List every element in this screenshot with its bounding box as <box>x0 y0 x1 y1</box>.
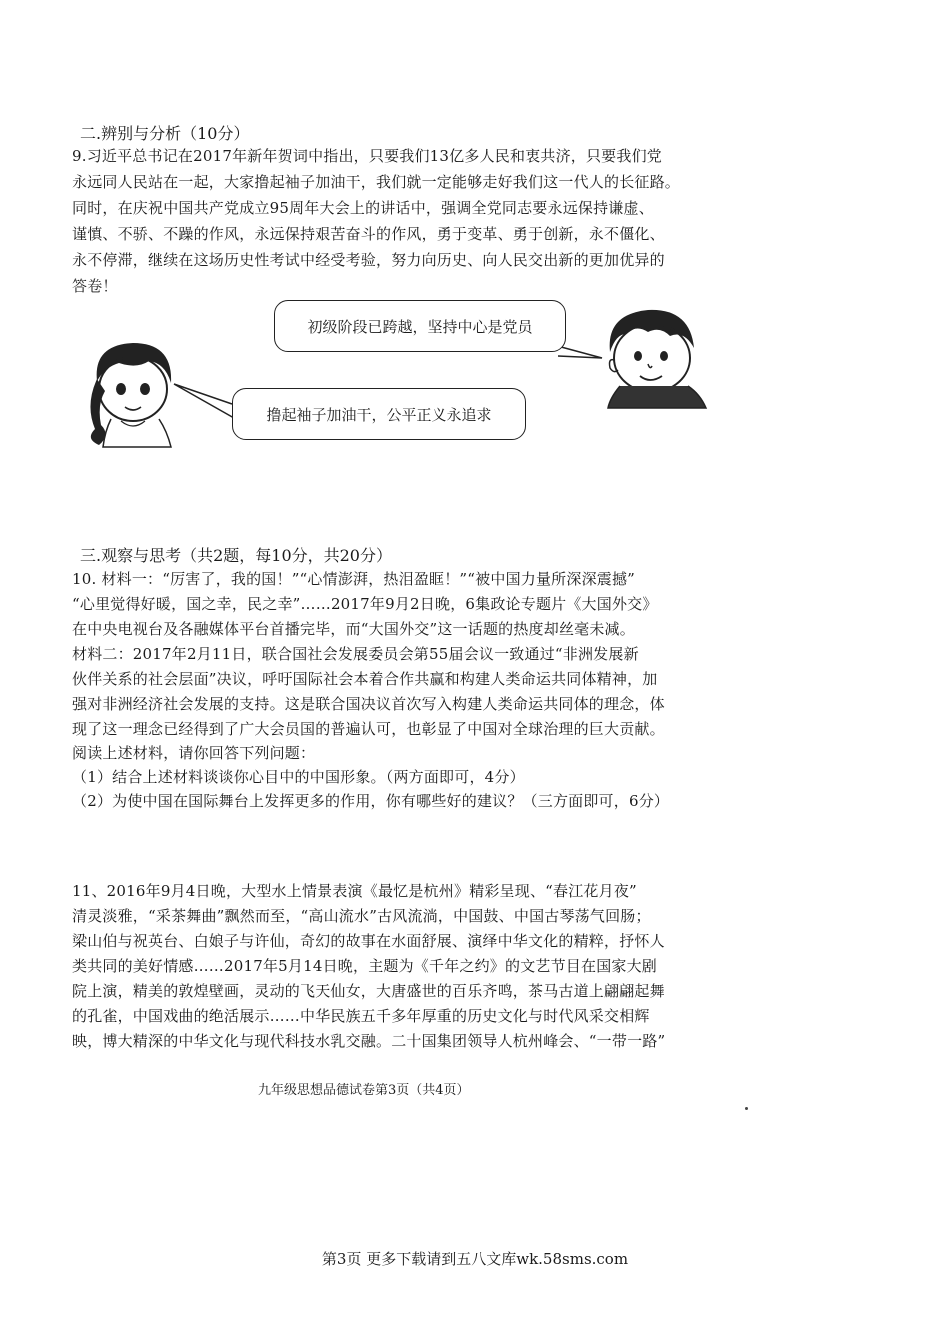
q9-line: 答卷！ <box>72 277 118 295</box>
scan-speck <box>745 1107 748 1110</box>
section-2-heading: 二.辨别与分析（10分） <box>80 124 250 143</box>
q11-line: 院上演，精美的敦煌壁画，灵动的飞天仙女，大唐盛世的百乐齐鸣，茶马古道上翩翩起舞 <box>72 982 665 1000</box>
q10-line: 在中央电视台及各融媒体平台首播完毕，而“大国外交”这一话题的热度却丝毫未减。 <box>72 620 635 638</box>
speech-text-girl: 撸起袖子加油干，公平正义永追求 <box>266 405 492 424</box>
site-footer: 第3页 更多下载请到五八文库wk.58sms.com <box>321 1250 629 1268</box>
q10-line: “心里觉得好暖，国之幸，民之幸”……2017年9月2日晚，6集政论专题片《大国外交》 <box>72 595 658 613</box>
q11-line: 的孔雀，中国戏曲的绝活展示……中华民族五千多年厚重的历史文化与时代风采交相辉 <box>72 1007 650 1025</box>
q10-line: 强对非洲经济社会发展的支持。这是联合国决议首次写入构建人类命运共同体的理念，体 <box>72 695 665 713</box>
q11-line: 梁山伯与祝英台、白娘子与许仙，奇幻的故事在水面舒展、演绎中华文化的精粹，抒怀人 <box>72 932 665 950</box>
q10-line: 10. 材料一：“厉害了，我的国！”“心情澎湃，热泪盈眶！”“被中国力量所深深震撼” <box>72 570 636 588</box>
q11-line: 11、2016年9月4日晚，大型水上情景表演《最忆是杭州》精彩呈现、“春江花月夜” <box>72 882 637 900</box>
q10-subquestion-1: （1）结合上述材料谈谈你心目中的中国形象。（两方面即可，4分） <box>72 768 525 786</box>
q9-line: 永远同人民站在一起，大家撸起袖子加油干，我们就一定能够走好我们这一代人的长征路。 <box>72 173 681 191</box>
speech-bubble-boy <box>274 300 566 352</box>
q9-line: 永不停滞，继续在这场历史性考试中经受考验，努力向历史、向人民交出新的更加优异的 <box>72 251 665 269</box>
q10-subquestion-2: （2）为使中国在国际舞台上发挥更多的作用，你有哪些好的建议？（三方面即可，6分） <box>72 792 670 810</box>
section-3-heading: 三.观察与思考（共2题，每10分，共20分） <box>80 546 392 565</box>
speech-text-boy: 初级阶段已跨越，坚持中心是党员 <box>307 317 533 336</box>
q9-line: 谨慎、不骄、不躁的作风，永远保持艰苦奋斗的作风，勇于变革、勇于创新，永不僵化、 <box>72 225 665 243</box>
q11-line: 类共同的美好情感……2017年5月14日晚，主题为《千年之约》的文艺节目在国家大剧 <box>72 957 658 975</box>
q11-line: 清灵淡雅，“采茶舞曲”飘然而至，“高山流水”古风流淌，中国鼓、中国古琴荡气回肠； <box>72 907 651 925</box>
q11-line: 映，博大精深的中华文化与现代科技水乳交融。二十国集团领导人杭州峰会、“一带一路” <box>72 1032 666 1050</box>
q10-line: 现了这一理念已经得到了广大会员国的普遍认可，也彰显了中国对全球治理的巨大贡献。 <box>72 720 665 738</box>
q9-line: 9.习近平总书记在2017年新年贺词中指出，只要我们13亿多人民和衷共济，只要我们党 <box>72 147 662 165</box>
q10-line: 阅读上述材料，请你回答下列问题： <box>72 744 316 762</box>
q9-line: 同时，在庆祝中国共产党成立95周年大会上的讲话中，强调全党同志要永远保持谦虚、 <box>72 199 654 217</box>
q10-line: 伙伴关系的社会层面”决议，呼吁国际社会本着合作共赢和构建人类命运共同体精神，加 <box>72 670 658 688</box>
speech-bubble-girl <box>232 388 526 440</box>
q10-line: 材料二：2017年2月11日，联合国社会发展委员会第55届会议一致通过“非洲发展新 <box>72 645 639 663</box>
exam-page-footer: 九年级思想品德试卷第3页（共4页） <box>258 1083 470 1098</box>
